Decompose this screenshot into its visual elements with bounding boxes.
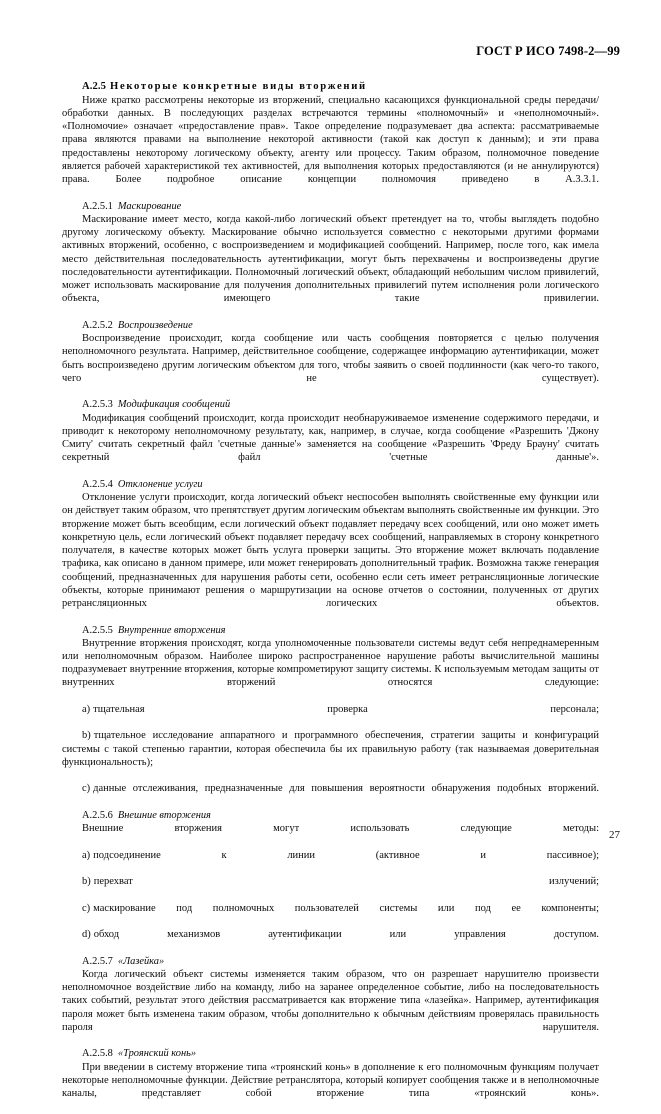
subsection-paragraph-7: Когда логический объект системы изменяется таким образом, что он разрешает нарушителю произвести неполномочное воздействие либо на команду, либо на заранее определенное событие, либо на последовательность таких событий, результат этого действия рассматривается как вторжение типа «лазейка». Например, аутентификация пароля может быть изменена таким образом, чтобы дополнительно к обычным действиям проверялась правильность пароля нарушителя.: [62, 968, 599, 1033]
subsection-heading-7: [62, 955, 599, 968]
list-text: тщательное исследование аппаратного и программного обеспечения, стратегии защиты и конфигураций системы с такой степенью гарантии, которая обеспечила бы их правильную работу (так называемая доверительная функциональность);: [62, 730, 599, 768]
section-heading: [62, 80, 599, 93]
page-number: 27: [609, 829, 620, 841]
subsection-heading-2: [62, 319, 599, 332]
list-marker: c): [82, 783, 91, 795]
list-marker: a): [82, 703, 91, 715]
subsection-title-4: Отклонение услуги: [117, 478, 203, 490]
subsection-title-8: «Троянский конь»: [117, 1048, 197, 1060]
subsection-number-2: А.2.5.2: [82, 319, 113, 331]
subsection-paragraph-1: Маскирование имеет место, когда какой-либо логический объект претендует на то, чтобы выглядеть подобно другому логическому объекту. Маскирование обычно используется совместно с некоторыми другими формами активных вторжений, особенно, с воспроизведением и модификацией сообщений. Например, после того, как имела место действительная последовательность аутентификации, могут быть перехвачены и воспроизведены другие последовательности аутентификации. Полномочный логический объект, обладающий небольшим числом привилегий, может использовать маскирование для получения дополнительных привилегий путем исполнения роли логического объекта, имеющего такие привилегии.: [62, 213, 599, 305]
subsection-number-4: А.2.5.4: [82, 478, 113, 490]
subsection-heading-8: [62, 1047, 599, 1060]
subsection-number-1: А.2.5.1: [82, 200, 113, 212]
subsection-paragraph-5: Внутренние вторжения происходят, когда уполномоченные пользователи системы ведут себя непреднамеренным или неполномочным образом. Наиболее широко распространенное нарушение работы вычислительной машины подразумевает внутренние вторжения, которые компрометируют защиту системы. К используемым методам защиты от внутренних вторжений относятся следующие:: [62, 637, 599, 689]
list-text: обход механизмов аутентификации или управления доступом.: [93, 929, 599, 941]
section-heading-number: А.2.5: [82, 81, 107, 92]
subsection-title-5: Внутренние вторжения: [117, 624, 226, 636]
intro-paragraph: Ниже кратко рассмотрены некоторые из вторжений, специально касающихся функциональной среды передачи/обработки данных. В последующих разделах встречаются термины «полномочный» и «неполномочный». «Полномочие» означает «предоставление прав». Такое определение подразумевает два аспекта: рассматриваемые права являются правами на выполнение некоторой активности (такой как доступ к данным); и эти права предоставлены некоторому логическому объекту, агенту или процессу. Таким образом, полномочное поведение является рабочей характеристикой тех активностей, для выполнения которых предоставляются (и не аннулируются) права. Более подробное описание концепции полномочия приведено в А.3.3.1.: [62, 94, 599, 186]
subsection-heading-3: [62, 398, 599, 411]
subsection-title-1: Маскирование: [117, 200, 182, 212]
subsection-number-7: А.2.5.7: [82, 955, 113, 967]
list-marker: d): [82, 929, 91, 941]
subsection-number-6: А.2.5.6: [82, 809, 113, 821]
subsection-heading-6: [62, 809, 599, 822]
list-item: [62, 729, 599, 782]
list-marker: b): [82, 876, 91, 888]
subsection-paragraph-3: Модификация сообщений происходит, когда происходит необнаруживаемое изменение содержимого передачи, и приводит к некоторому неполномочному результату, как, например, в случае, когда сообщение «Разрешить 'Джону Смиту' считать секретный файл 'счетные данные'» заменяется на сообщение «Разрешить 'Фреду Брауну' считать секретный файл 'счетные данные'».: [62, 412, 599, 464]
list-text: маскирование под полномочных пользователей системы или под ее компоненты;: [93, 902, 599, 914]
subsection-title-7: «Лазейка»: [117, 955, 165, 967]
subsection-paragraph-8: При введении в систему вторжение типа «троянский конь» в дополнение к его полномочным функциям получает некоторые неполномочные функции. Действие ретранслятора, который копирует сообщения также и в неполномочные каналы, представляет собой вторжение типа «троянский конь».: [62, 1061, 599, 1100]
subsection-title-6: Внешние вторжения: [117, 809, 211, 821]
list-text: перехват излучений;: [93, 876, 599, 888]
body-column: [62, 80, 599, 1114]
list-marker: b): [82, 730, 91, 742]
subsection-heading-1: [62, 200, 599, 213]
list-item: [62, 782, 599, 809]
list-item: [62, 875, 599, 902]
subsection-heading-5: [62, 624, 599, 637]
standard-header: ГОСТ Р ИСО 7498-2—99: [476, 44, 620, 58]
list-text: данные отслеживания, предназначенные для повышения вероятности обнаружения подобных вторжений.: [93, 783, 599, 795]
subsection-number-3: А.2.5.3: [82, 399, 113, 411]
list-item: [62, 928, 599, 955]
list-item: [62, 703, 599, 730]
subsection-number-5: А.2.5.5: [82, 624, 113, 636]
list-marker: c): [82, 902, 91, 914]
subsection-paragraph-4: Отклонение услуги происходит, когда логический объект неспособен выполнять свойственные ему функции или он действует таким образом, что препятствует другим логическим объектам выполнять свойственные им функции. Это вторжение может быть всеобщим, если логический объект подавляет передачу всех сообщений, или оно может иметь конкретную цель, если логический объект подавляет передачу всех сообщений, направляемых в сторону конкретного получателя, в качестве которых может быть услуга проверки защиты. Это вторжение может включать подавление трафика, как описано в данном примере, или может генерировать дополнительный трафик. Возможна также генерация сообщений, предназначенных для нарушения работы сети, особенно если сеть имеет ретрансляционные логические объекты, которые принимают решения о маршрутизации на основе отчетов о состоянии, полученных от других ретрансляционных логических объектов.: [62, 492, 599, 610]
subsection-title-2: Воспроизведение: [117, 319, 193, 331]
subsection-heading-4: [62, 478, 599, 491]
section-heading-title: Некоторые конкретные виды вторжений: [110, 81, 367, 92]
list-text: подсоединение к линии (активное и пассивное);: [93, 849, 599, 861]
list-item: [62, 849, 599, 876]
list-text: тщательная проверка персонала;: [93, 703, 599, 715]
subsection-paragraph-2: Воспроизведение происходит, когда сообщение или часть сообщения повторяется с целью получения неполномочного результата. Например, действительное сообщение, содержащее информацию аутентификации, может быть воспроизведено другим логическим объектом для того, чтобы заявить о своей подлинности (как чего-то такого, чего не существует).: [62, 333, 599, 384]
list-marker: a): [82, 849, 91, 861]
subsection-paragraph-6: Внешние вторжения могут использовать следующие методы:: [82, 823, 599, 835]
subsection-number-8: А.2.5.8: [82, 1048, 113, 1060]
subsection-title-3: Модификация сообщений: [117, 399, 231, 411]
list-item: [62, 902, 599, 929]
